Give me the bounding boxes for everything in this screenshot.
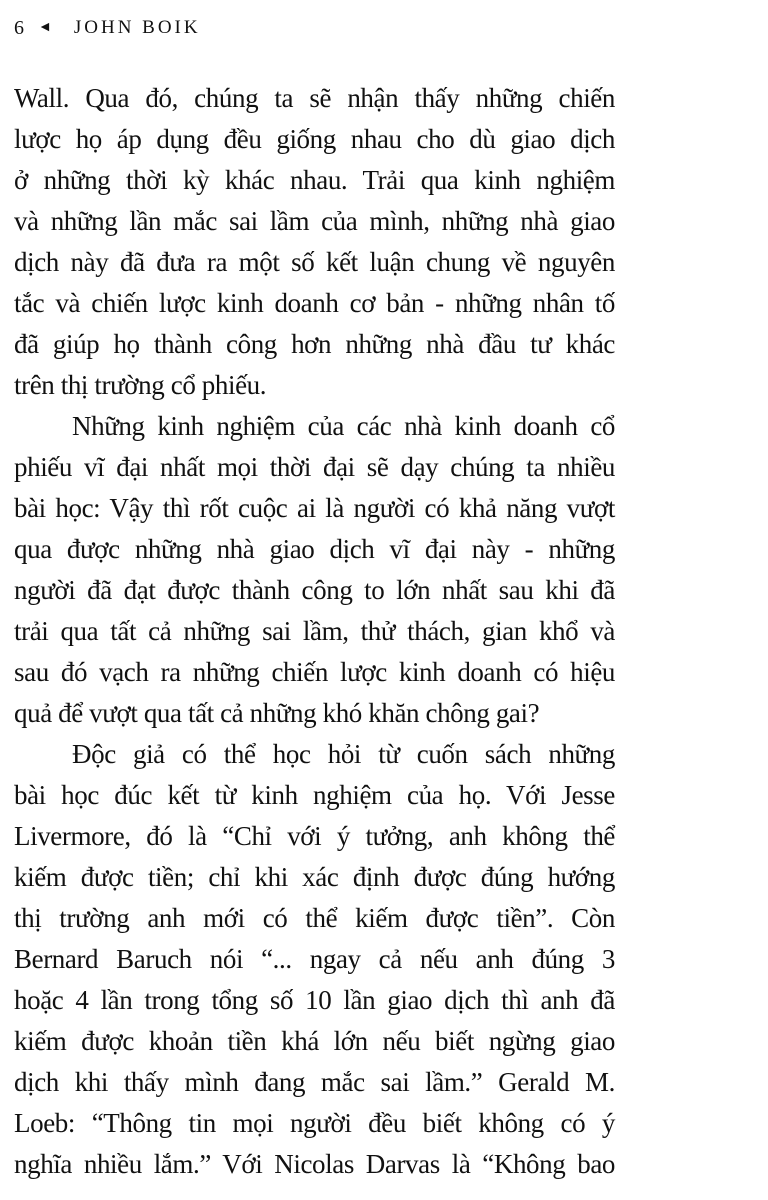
text-line: Bernard Baruch nói “... ngay cả nếu anh đúng 3 bbox=[14, 944, 615, 974]
text-line: trên thị trường cổ phiếu. bbox=[14, 370, 267, 400]
text-line: người đã đạt được thành công to lớn nhất sau khi đã bbox=[14, 575, 615, 605]
text-line: Những kinh nghiệm của các nhà kinh doanh cổ bbox=[72, 411, 615, 441]
text-line: hoặc 4 lần trong tổng số 10 lần giao dịch thì anh đã bbox=[14, 985, 615, 1015]
author-name: JOHN BOIK bbox=[73, 17, 201, 38]
text-line: tắc và chiến lược kinh doanh cơ bản - những nhân tố bbox=[14, 288, 615, 318]
text-line: dịch này đã đưa ra một số kết luận chung về nguyên bbox=[14, 247, 615, 277]
text-line: qua được những nhà giao dịch vĩ đại này - những bbox=[14, 534, 615, 564]
text-line: kiếm được tiền; chỉ khi xác định được đúng hướng bbox=[14, 862, 615, 892]
paragraph-3 bbox=[14, 734, 615, 1185]
text-line: Wall. Qua đó, chúng ta sẽ nhận thấy những chiến bbox=[14, 83, 615, 113]
text-line: sau đó vạch ra những chiến lược kinh doanh có hiệu bbox=[14, 657, 615, 687]
body-text bbox=[14, 78, 615, 1185]
text-line: thị trường anh mới có thể kiếm được tiền”. Còn bbox=[14, 903, 615, 933]
text-line: Loeb: “Thông tin mọi người đều biết không có ý bbox=[14, 1108, 615, 1138]
text-line: bài học đúc kết từ kinh nghiệm của họ. Với Jesse bbox=[14, 780, 615, 810]
text-line: nghĩa nhiều lắm.” Với Nicolas Darvas là “Không bao bbox=[14, 1149, 615, 1179]
text-line: trải qua tất cả những sai lầm, thử thách, gian khổ và bbox=[14, 616, 615, 646]
text-line: lược họ áp dụng đều giống nhau cho dù giao dịch bbox=[14, 124, 615, 154]
text-line: dịch khi thấy mình đang mắc sai lầm.” Gerald M. bbox=[14, 1067, 615, 1097]
text-line: kiếm được khoản tiền khá lớn nếu biết ngừng giao bbox=[14, 1026, 615, 1056]
text-line: và những lần mắc sai lầm của mình, những nhà giao bbox=[14, 206, 615, 236]
paragraph-1 bbox=[14, 78, 615, 406]
text-line: Livermore, đó là “Chỉ với ý tưởng, anh không thể bbox=[14, 821, 615, 851]
paragraph-2 bbox=[14, 406, 615, 734]
text-line: đã giúp họ thành công hơn những nhà đầu tư khác bbox=[14, 329, 615, 359]
left-arrow-icon: ◄ bbox=[38, 20, 52, 35]
running-head bbox=[14, 14, 201, 42]
text-line: Độc giả có thể học hỏi từ cuốn sách những bbox=[72, 739, 615, 769]
text-line: quả để vượt qua tất cả những khó khăn chông gai? bbox=[14, 698, 540, 728]
text-line: phiếu vĩ đại nhất mọi thời đại sẽ dạy chúng ta nhiều bbox=[14, 452, 615, 482]
text-line: bài học: Vậy thì rốt cuộc ai là người có khả năng vượt bbox=[14, 493, 615, 523]
text-line: ở những thời kỳ khác nhau. Trải qua kinh nghiệm bbox=[14, 165, 615, 195]
page-number: 6 bbox=[14, 17, 24, 39]
